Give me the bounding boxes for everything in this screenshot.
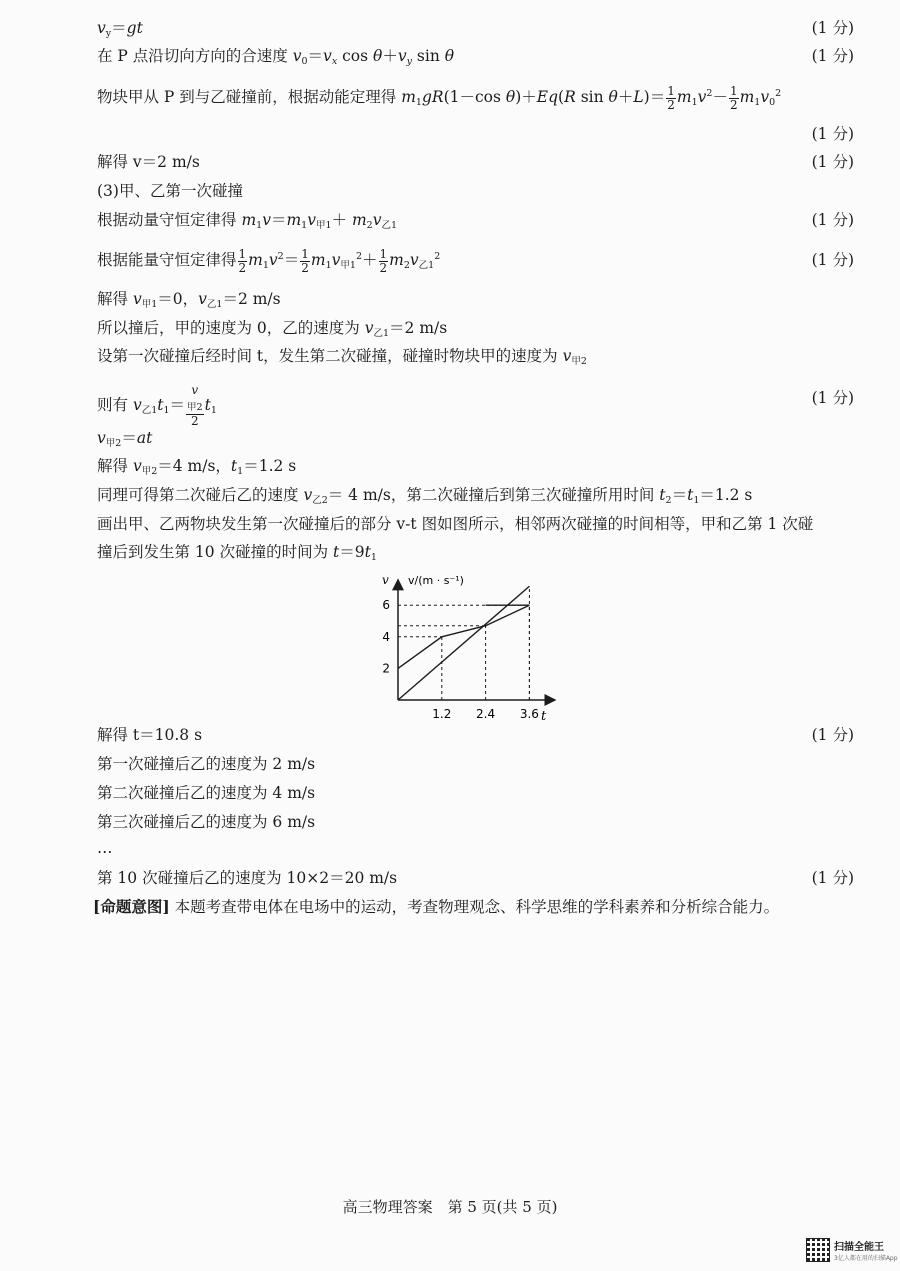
score-9: (1 分) — [811, 869, 854, 887]
y-axis-prefix: v — [382, 572, 389, 587]
intent-tag: [命题意图] — [93, 897, 170, 916]
scanner-logo: 扫描全能王 — [834, 1242, 884, 1253]
equation-momentum: 根据动量守恒定律得 $m_1v=m_1v_{甲1}+ m_2v_{乙1}$ — [97, 211, 398, 231]
x-tick-label: 3.6 — [519, 707, 539, 720]
scanner-subtitle: 3亿人都在用的扫描App — [834, 1255, 898, 1262]
y-tick-label: 6 — [382, 598, 390, 613]
x-tick-label: 2.4 — [476, 707, 496, 720]
y-tick-label: 4 — [382, 629, 390, 644]
graph-description: 画出甲、乙两物块发生第一次碰撞后的部分 v-t 图如图所示，相邻两次碰撞的时间相等，甲和乙第 1 次碰 — [97, 515, 814, 533]
result-t: 解得 t＝10.8 s — [97, 726, 203, 744]
after-collision: 所以撞后，甲的速度为 0，乙的速度为 $v_{乙1}=2$ m/s — [97, 319, 448, 339]
equation-distance: 则有 $v_{乙1}t_1=$ v $_{甲2}$ 2 $t_1$ — [97, 383, 217, 428]
score-6: (1 分) — [811, 251, 854, 269]
y-tick-label: 2 — [382, 661, 390, 676]
score-5: (1 分) — [811, 211, 854, 229]
ellipsis: … — [97, 839, 113, 857]
score-3: (1 分) — [811, 125, 854, 143]
score-1: (1 分) — [811, 19, 854, 37]
page-footer: 高三物理答案 第 5 页(共 5 页) — [342, 1198, 558, 1216]
equation-energy: 物块甲从 P 到与乙碰撞前，根据动能定理得 $m_1gR(1-\cos$ θ)＋Eq(R sin θ＋L)＝ $\frac{1}{2}$ $m_1v^2-$ $\frac{1}{2}$ $m_1v_0^2$ — [97, 83, 782, 112]
speed-1: 第一次碰撞后乙的速度为 2 m/s — [97, 755, 316, 773]
section-3: (3)甲、乙第一次碰撞 — [97, 182, 243, 200]
equation-v0: 在 P 点沿切向方向的合速度 $v_0=v_x$ $\cos \theta+v_y$ sin θ — [97, 47, 455, 67]
time-to-10th: 撞后到发生第 10 次碰撞的时间为 $t=9t_1$ — [97, 543, 377, 563]
equation-energy-cons: 根据能量守恒定律得 $\frac{1}{2}$ $m_1v^2=$ $\frac{1}{2}$ $m_1v_{甲1}^2+$ $\frac{1}{2}$ $m_2v_{乙1}^2$ — [97, 246, 441, 275]
result-v: 解得 v＝2 m/s — [97, 153, 200, 171]
series-line-1 — [398, 586, 529, 700]
assume-time: 设第一次碰撞后经时间 t，发生第二次碰撞，碰撞时物块甲的速度为 $v_{甲2}$ — [97, 347, 587, 367]
result-t1: 解得 $v_{甲2}=4$ m/s，$t_1=1.2$ s — [97, 457, 297, 477]
x-tick-label: 1.2 — [432, 707, 452, 720]
equation-vy: $v_y=gt$ — [97, 19, 143, 39]
result-collision1: 解得 $v_{甲1}=0$，$v_{乙1}=2$ m/s — [97, 290, 281, 310]
intent — [93, 897, 779, 917]
score-8: (1 分) — [811, 726, 854, 744]
speed-10: 第 10 次碰撞后乙的速度为 10×2＝20 m/s — [97, 869, 398, 887]
speed-2: 第二次碰撞后乙的速度为 4 m/s — [97, 784, 316, 802]
qr-code-icon — [806, 1238, 830, 1262]
score-2: (1 分) — [811, 47, 854, 65]
vt-chart — [368, 568, 578, 720]
scanner-watermark — [806, 1238, 898, 1262]
x-axis-label: t — [540, 709, 547, 720]
intent-text: 本题考查带电体在电场中的运动，考查物理观念、科学思维的学科素养和分析综合能力。 — [174, 898, 780, 916]
score-7: (1 分) — [811, 389, 854, 407]
score-4: (1 分) — [811, 153, 854, 171]
equation-at: $v_{甲2}=at$ — [97, 429, 153, 449]
speed-3: 第三次碰撞后乙的速度为 6 m/s — [97, 813, 316, 831]
second-collision: 同理可得第二次碰后乙的速度 $v_{乙2}= 4$ m/s，第二次碰撞后到第三次碰撞所用时间 $t_2=t_1=1.2$ s — [97, 486, 753, 506]
y-axis-label: v/(m · s⁻¹) — [408, 573, 464, 587]
